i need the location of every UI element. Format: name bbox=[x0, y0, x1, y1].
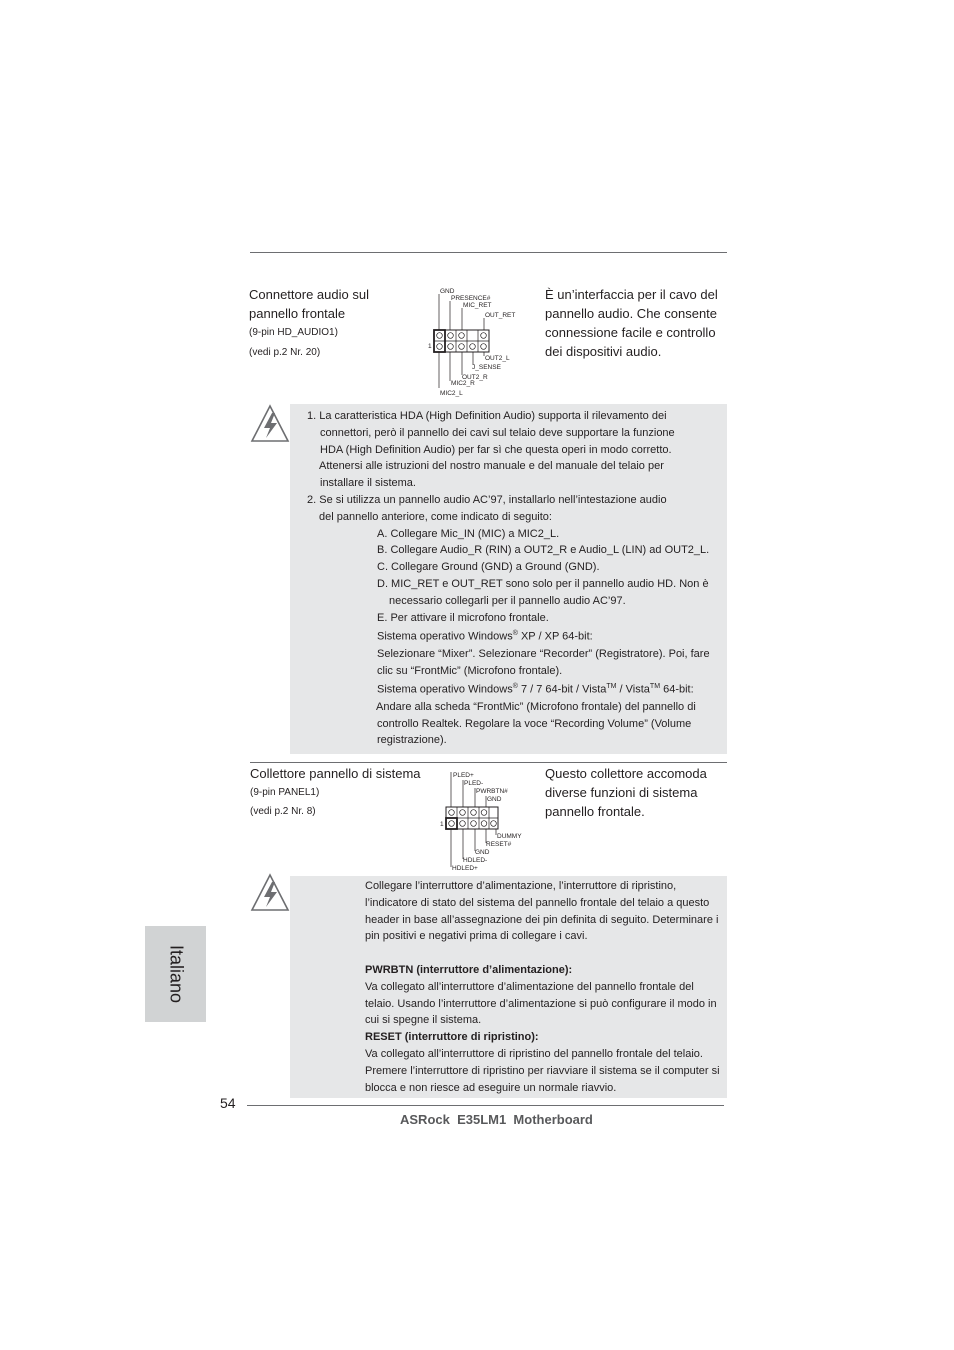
pin-out2-l-label: OUT2_L bbox=[485, 355, 510, 362]
panel-pin1-marker: 1 bbox=[440, 821, 444, 828]
audio-ref: (vedi p.2 Nr. 20) bbox=[249, 347, 321, 358]
pin-mic2-l-label: MIC2_L bbox=[440, 390, 463, 397]
pin-mic-ret-label: MIC_RET bbox=[463, 302, 492, 309]
os-7-line: Sistema operativo Windows® 7 / 7 64-bit / Vista™ / Vista™ 64-bit: bbox=[377, 683, 694, 697]
pin-pled-minus-label: PLED- bbox=[464, 780, 484, 787]
warning-icon bbox=[250, 404, 290, 444]
pin-pwrbtn-label: PWRBTN# bbox=[476, 788, 508, 795]
reset-heading: RESET (interruttore di ripristino): bbox=[365, 1031, 539, 1044]
pin1-marker: 1 bbox=[428, 343, 432, 350]
page-number: 54 bbox=[220, 1095, 236, 1111]
pin-dummy-label: DUMMY bbox=[497, 833, 522, 840]
pin-reset-label: RESET# bbox=[486, 841, 512, 848]
language-tab-label: Italiano bbox=[166, 944, 186, 1004]
pin-hdled-plus-label: HDLED+ bbox=[452, 865, 478, 871]
pin-presence-label: PRESENCE# bbox=[451, 295, 491, 302]
panel-description: Questo collettore accomoda diverse funzioni di sistema pannello frontale. bbox=[545, 766, 707, 819]
footer-divider bbox=[247, 1105, 724, 1106]
pin-gnd-label: GND bbox=[440, 288, 455, 295]
audio-pin-label: (9-pin HD_AUDIO1) bbox=[249, 327, 338, 338]
product-name: ASRock E35LM1 Motherboard bbox=[400, 1112, 593, 1127]
pin-hdled-minus-label: HDLED- bbox=[463, 857, 488, 864]
top-divider bbox=[250, 252, 727, 253]
note-panel-text: Collegare l’interruttore d’alimentazione, l’interruttore di ripristino, l’indicatore di stato del sistema del pannello frontale del telaio a questo header in base all’assegnazione dei pin definita di seguito. Determinare i pin positivi e negativi prima di collegare i cavi. PWRBTN (interruttore d’alimentazione): Va collegato all’interruttore d’alimentazione del pannello frontale del telaio. Usando l’interruttore d’alimentazione si può configurare il modo in cui si spegne il sistema. RESET (interruttore di ripristino): Va collegato all’interruttore di ripristino del pannello frontale del telaio. Premere l’interruttore di ripristino per riavviare il sistema se il computer si blocca e non riesce ad eseguire un normale riavvio. bbox=[365, 878, 727, 1096]
warning-icon bbox=[250, 873, 290, 913]
pin-out-ret-label: OUT_RET bbox=[485, 312, 516, 319]
panel-pin-label: (9-pin PANEL1) bbox=[250, 787, 320, 798]
os-xp-line: Sistema operativo Windows® XP / XP 64-bit: bbox=[377, 630, 593, 644]
panel-title: Collettore pannello di sistema bbox=[250, 766, 421, 781]
pin-pled-plus-label: PLED+ bbox=[453, 772, 474, 779]
pin-gnd-top-label: GND bbox=[487, 796, 502, 803]
note-audio-text: 1. La caratteristica HDA (High Definition Audio) supporta il rilevamento dei connettori, però il pannello dei cavi sul telaio deve supportare la funzione HDA (High Definition Audio) per far sì che questa operi in modo corretto. Attenersi alle istruzioni del nostro manuale e del manuale del telaio per installare il sistema. 2. Se si utilizza un pannello audio AC’97, installarlo nell’intestazione audio del pannello anteriore, come indicato di seguito: A. Collegare Mic_IN (MIC) a MIC2_L. B. Collegare Audio_R (RIN) a OUT2_R e Audio_L (LIN) ad OUT2_L. C. Collegare Ground (GND) a Ground (GND). D. MIC_RET e OUT_RET sono solo per il pannello audio HD. Non è necessario collegarli per il pannello audio AC’97. E. Per attivare il microfono frontale. Sistema operativo Windows® XP / XP 64-bit: Selezionare “Mixer”. Selezionare “Recorder” (Registratore). Poi, fare clic su “FrontMic” (Microfono frontale). Sistema operativo Windows® 7 / 7 64-bit / Vista™ / Vista™ 64-bit: Andare alla scheda “FrontMic” (Microfono frontale) del pannello di controllo Realtek. Regolare la voce “Recording Volume” (Volume registrazione). bbox=[290, 408, 727, 749]
pin-gnd-bot-label: GND bbox=[475, 849, 490, 856]
pin-mic2-r-label: MIC2_R bbox=[451, 380, 475, 387]
language-tab bbox=[145, 926, 206, 1022]
pin-out2-r-label: OUT2_R bbox=[462, 374, 488, 381]
panel-ref: (vedi p.2 Nr. 8) bbox=[250, 806, 316, 817]
pwrbtn-heading: PWRBTN (interruttore d’alimentazione): bbox=[365, 963, 573, 976]
panel-header-diagram bbox=[438, 767, 528, 871]
panel-divider bbox=[250, 762, 727, 763]
audio-description: È un’interfaccia per il cavo del pannello audio. Che consente connessione facile e controllo dei dispositivi audio. bbox=[545, 287, 718, 359]
audio-header-diagram bbox=[425, 284, 525, 400]
pin-j-sense-label: J_SENSE bbox=[472, 364, 501, 371]
audio-title: Connettore audio sul pannello frontale bbox=[249, 287, 369, 321]
